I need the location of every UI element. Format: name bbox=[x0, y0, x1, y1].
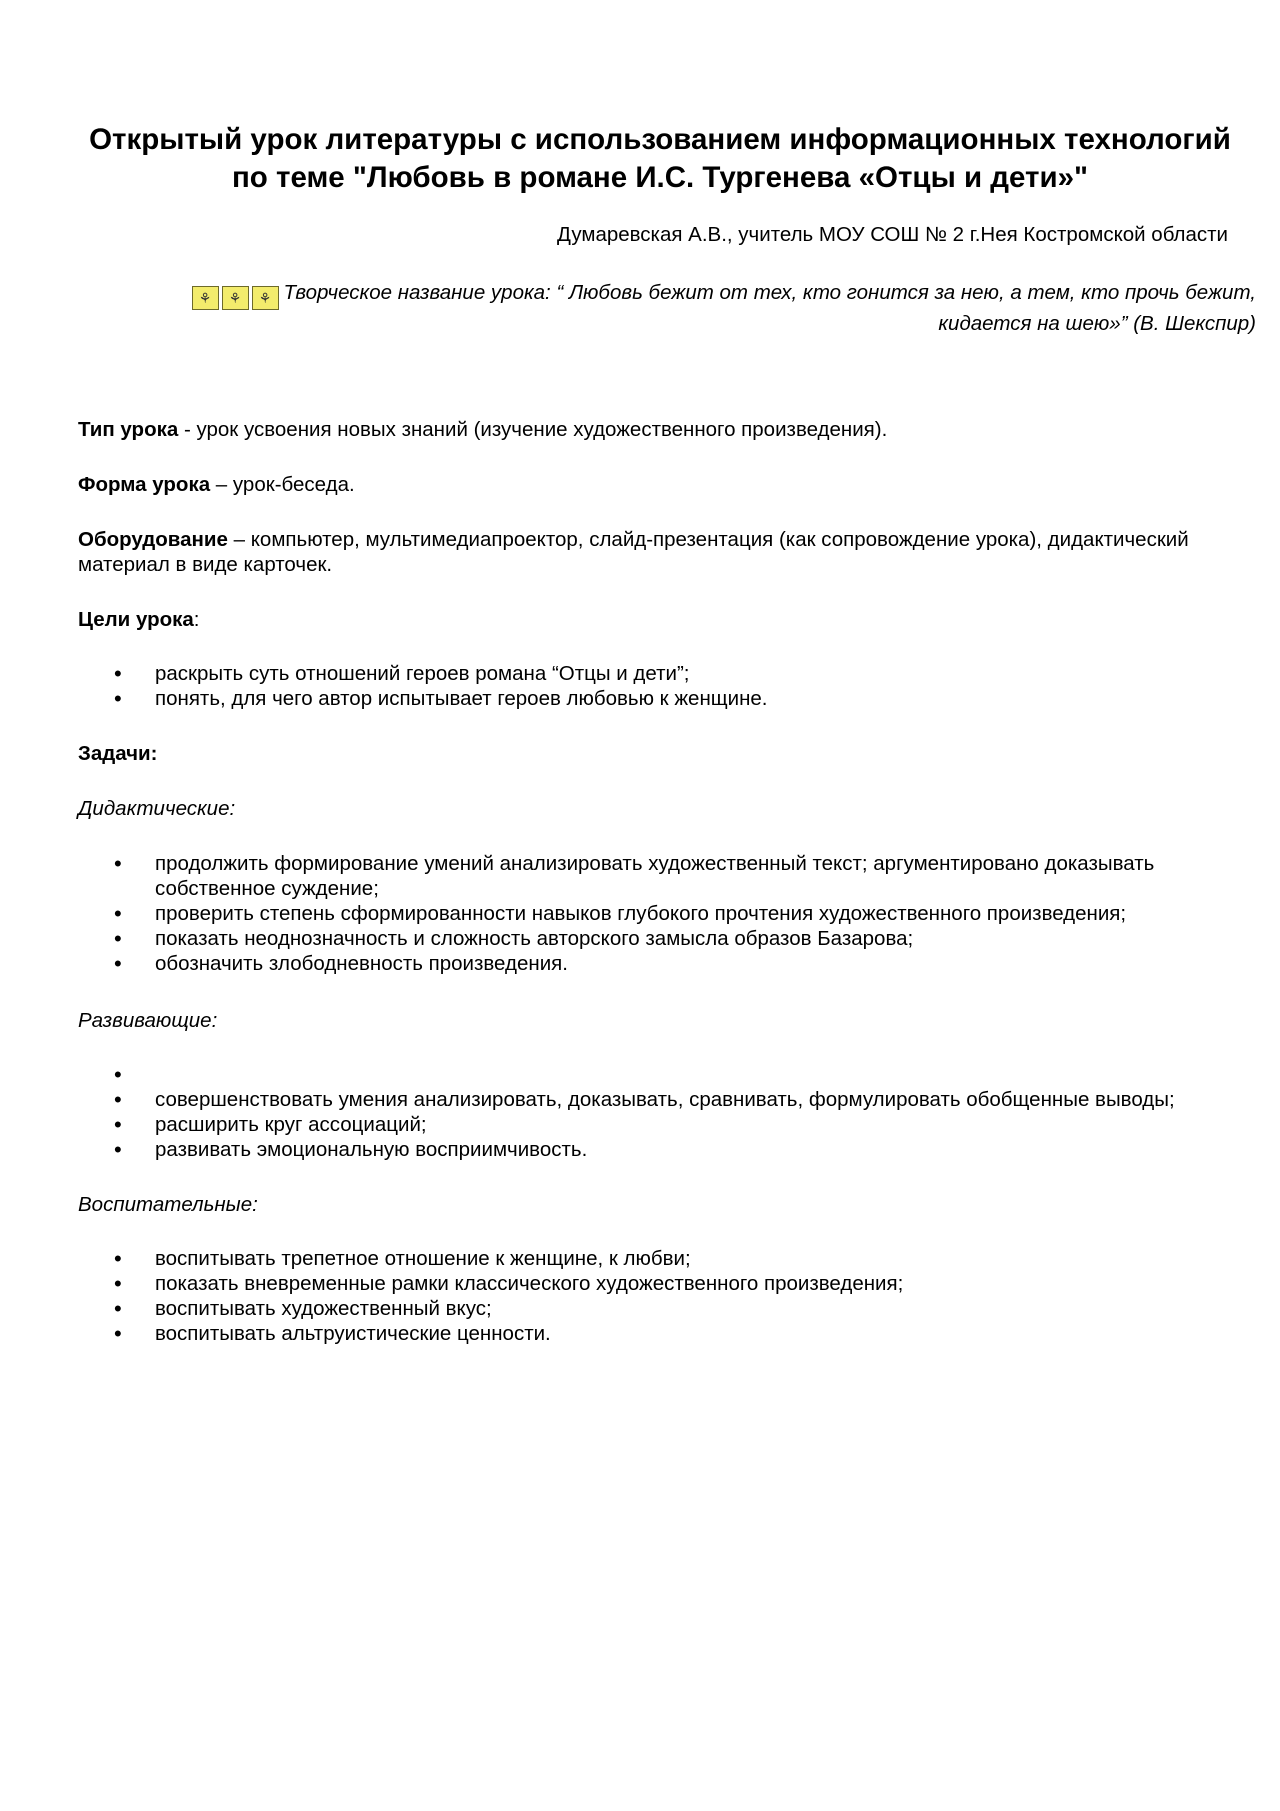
lesson-form bbox=[78, 472, 1258, 497]
epigraph-line-1: Творческое название урока: “ Любовь бежит от тех, кто гонится за нею, а тем, кто прочь бежит, bbox=[283, 281, 1256, 304]
developing-list bbox=[78, 1062, 1238, 1162]
list-item: • понять, для чего автор испытывает героев любовью к женщине. bbox=[78, 686, 1238, 711]
lesson-form-text: – урок-беседа. bbox=[210, 473, 355, 496]
lesson-type bbox=[78, 417, 1258, 442]
didactic-heading: Дидактические: bbox=[78, 797, 236, 820]
equipment-label: Оборудование bbox=[78, 528, 228, 551]
lesson-type-text: - урок усвоения новых знаний (изучение художественного произведения). bbox=[178, 418, 888, 441]
lesson-type-label: Тип урока bbox=[78, 418, 179, 441]
educational-heading: Воспитательные: bbox=[78, 1193, 258, 1216]
list-item: • воспитывать трепетное отношение к женщине, к любви; bbox=[78, 1246, 1238, 1271]
list-item: • показать вневременные рамки классического художественного произведения; bbox=[78, 1271, 1238, 1296]
list-item bbox=[78, 1062, 1238, 1087]
goals-colon: : bbox=[193, 608, 200, 631]
clip-icon: ⚘ bbox=[192, 286, 219, 310]
developing-heading: Развивающие: bbox=[78, 1009, 218, 1032]
list-item: • проверить степень сформированности навыков глубокого прочтения художественного произведения; bbox=[78, 901, 1238, 926]
goals-heading bbox=[78, 607, 1258, 632]
lesson-form-label: Форма урока bbox=[78, 473, 211, 496]
list-item: • раскрыть суть отношений героев романа “Отцы и дети”; bbox=[78, 661, 1238, 686]
clip-icon: ⚘ bbox=[252, 286, 279, 310]
title-line-1: Открытый урок литературы с использованием информационных технологий bbox=[89, 123, 1231, 156]
list-item: • развивать эмоциональную восприимчивость. bbox=[78, 1137, 1238, 1162]
equipment-text-2: материал в виде карточек. bbox=[78, 553, 333, 576]
list-item: • продолжить формирование умений анализировать художественный текст; аргументировано доказывать собственное суждение; bbox=[78, 851, 1238, 901]
educational-list bbox=[78, 1246, 1238, 1346]
equipment-text-1: – компьютер, мультимедиапроектор, слайд-презентация (как сопровождение урока), дидактический bbox=[227, 528, 1189, 551]
list-item: • расширить круг ассоциаций; bbox=[78, 1112, 1238, 1137]
clip-icon: ⚘ bbox=[222, 286, 249, 310]
author-line: Думаревская А.В., учитель МОУ СОШ № 2 г.Нея Костромской области bbox=[557, 223, 1228, 246]
tasks-heading: Задачи: bbox=[78, 742, 158, 765]
list-item: • обозначить злободневность произведения. bbox=[78, 951, 1238, 976]
epigraph-line-2: кидается на шею»” (В. Шекспир) bbox=[938, 312, 1256, 335]
goals-label: Цели урока bbox=[78, 608, 194, 631]
equipment bbox=[78, 527, 1258, 577]
clip-icons bbox=[192, 283, 282, 310]
list-item: • воспитывать альтруистические ценности. bbox=[78, 1321, 1238, 1346]
list-item: • показать неоднозначность и сложность авторского замысла образов Базарова; bbox=[78, 926, 1238, 951]
page-title bbox=[60, 121, 1260, 197]
title-line-2: по теме "Любовь в романе И.С. Тургенева «Отцы и дети»" bbox=[231, 161, 1089, 194]
epigraph bbox=[132, 279, 1256, 337]
list-item: • воспитывать художественный вкус; bbox=[78, 1296, 1238, 1321]
didactic-list bbox=[78, 851, 1238, 976]
goals-list bbox=[78, 661, 1238, 711]
list-item: • совершенствовать умения анализировать, доказывать, сравнивать, формулировать обобщенные выводы; bbox=[78, 1087, 1238, 1112]
